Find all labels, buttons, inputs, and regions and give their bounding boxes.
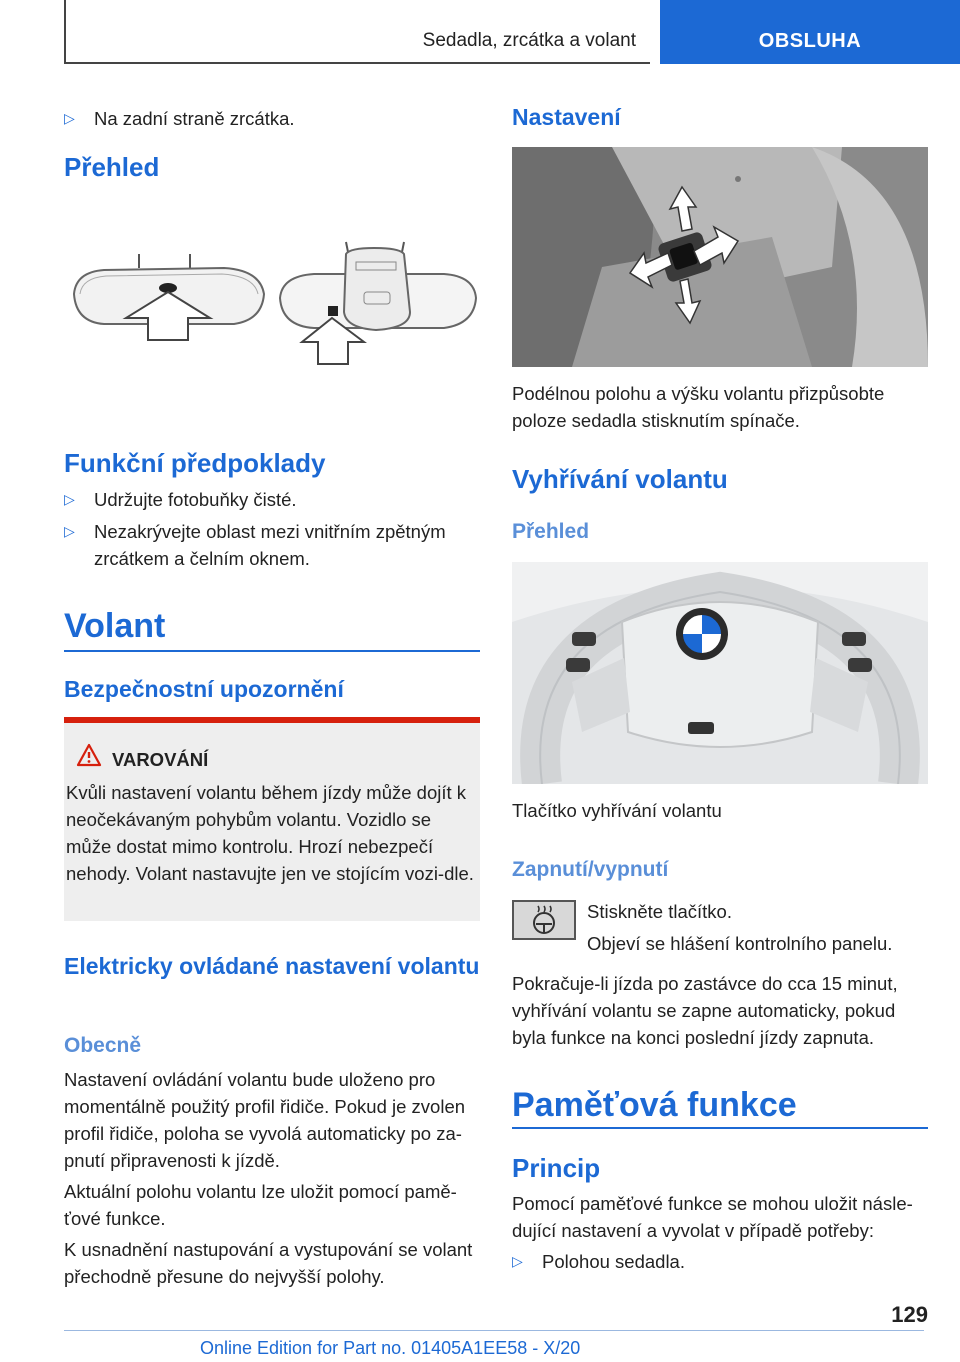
header-underline bbox=[64, 62, 650, 64]
footer-rule bbox=[64, 1330, 924, 1331]
paragraph-obecne-1: Nastavení ovládání volantu bude uloženo pro momentálně použitý profil řidiče. Pokud je zvolen profil řidiče, poloha se vyvolá automaticky po za-pnutí připravenosti k jízdě. bbox=[64, 1069, 466, 1171]
triangle-bullet-icon: ▷ bbox=[64, 110, 75, 126]
heading-prehled-vyhrivani: Přehled bbox=[512, 520, 590, 543]
page-number: 129 bbox=[891, 1302, 928, 1327]
heading-elektricky-ovladane: Elektricky ovládané nastavení volantu bbox=[64, 953, 480, 979]
warning-title: VAROVÁNÍ bbox=[112, 749, 209, 770]
mirror-illustration bbox=[64, 232, 480, 382]
paragraph-princip: Pomocí paměťové funkce se mohou uložit násle-dující nastavení a vyvolat v případě potřeby: bbox=[512, 1193, 913, 1241]
heading-obecne: Obecně bbox=[64, 1034, 142, 1057]
warning-text: Kvůli nastavení volantu během jízdy může dojít k neočekávaným pohybům volantu. Vozidlo se může dostat mimo kontrolu. Hrozí nebezpečí nehody. Volant nastavujte jen ve stojícím vozi-dle. bbox=[66, 782, 474, 884]
triangle-bullet-icon: ▷ bbox=[64, 523, 75, 539]
warning-triangle-icon bbox=[76, 743, 102, 767]
paragraph-obecne-3: K usnadnění nastupování a vystupování se volant přechodně přesune do nejvyšší polohy. bbox=[64, 1239, 473, 1287]
heading-prehled: Přehled bbox=[64, 152, 160, 182]
footer-edition: Online Edition for Part no. 01405A1EE58 - X/20 bbox=[200, 1338, 581, 1358]
steering-adjust-drawing bbox=[512, 147, 928, 367]
header-rule bbox=[64, 0, 66, 64]
heading-funkcni-predpoklady: Funkční předpoklady bbox=[64, 448, 326, 478]
bullet-fotobunky: ▷ Udržujte fotobuňky čisté. bbox=[64, 486, 480, 513]
steering-wheel-photo bbox=[512, 562, 928, 784]
heading-pametova-funkce: Paměťová funkce bbox=[512, 1086, 797, 1124]
triangle-bullet-icon: ▷ bbox=[64, 491, 75, 507]
heading-vyhrivani-volantu: Vyhřívání volantu bbox=[512, 464, 728, 494]
heading-pametova-funkce-rule bbox=[512, 1127, 928, 1129]
steering-wheel-drawing bbox=[512, 562, 928, 784]
step-stisknete: Stiskněte tlačítko. bbox=[587, 901, 732, 922]
paragraph-obecne-2: Aktuální polohu volantu lze uložit pomocí pamě-ťové funkce. bbox=[64, 1181, 457, 1229]
bullet-nezakryvejte: ▷ Nezakrývejte oblast mezi vnitřním zpětným zrcátkem a čelním oknem. bbox=[64, 518, 480, 572]
heading-zapnuti-vypnuti: Zapnutí/vypnutí bbox=[512, 858, 669, 881]
mirror-drawing bbox=[64, 232, 480, 382]
caption-tlacitko: Tlačítko vyhřívání volantu bbox=[512, 800, 722, 821]
header-tab-label: OBSLUHA bbox=[758, 29, 862, 52]
heading-princip: Princip bbox=[512, 1153, 601, 1183]
paragraph-pokracuje: Pokračuje-li jízda po zastávce do cca 15 minut, vyhřívání volantu se zapne automaticky, pokud byla funkce na konci poslední jízdy zapnuta. bbox=[512, 973, 898, 1048]
triangle-bullet-icon: ▷ bbox=[512, 1253, 523, 1269]
heading-volant-rule bbox=[64, 650, 480, 652]
caption-nastaveni: Podélnou polohu a výšku volantu přizpůsobte poloze sedadla stisknutím spínače. bbox=[512, 383, 885, 431]
heated-steering-button-icon[interactable] bbox=[512, 900, 576, 940]
heading-bezpecnostni-upozorneni: Bezpečnostní upozornění bbox=[64, 676, 344, 702]
steering-adjust-photo bbox=[512, 147, 928, 367]
heated-wheel-glyph bbox=[514, 902, 574, 938]
heading-volant: Volant bbox=[64, 607, 166, 645]
bullet-mirror: ▷ Na zadní straně zrcátka. bbox=[64, 105, 480, 132]
heading-nastaveni: Nastavení bbox=[512, 104, 621, 130]
header-section-title: Sedadla, zrcátka a volant bbox=[422, 30, 636, 51]
step-objevi-se: Objeví se hlášení kontrolního panelu. bbox=[587, 933, 893, 954]
bullet-sedadla: ▷ Polohou sedadla. bbox=[512, 1248, 928, 1275]
warning-box bbox=[64, 717, 480, 921]
header-tab[interactable] bbox=[660, 0, 960, 64]
